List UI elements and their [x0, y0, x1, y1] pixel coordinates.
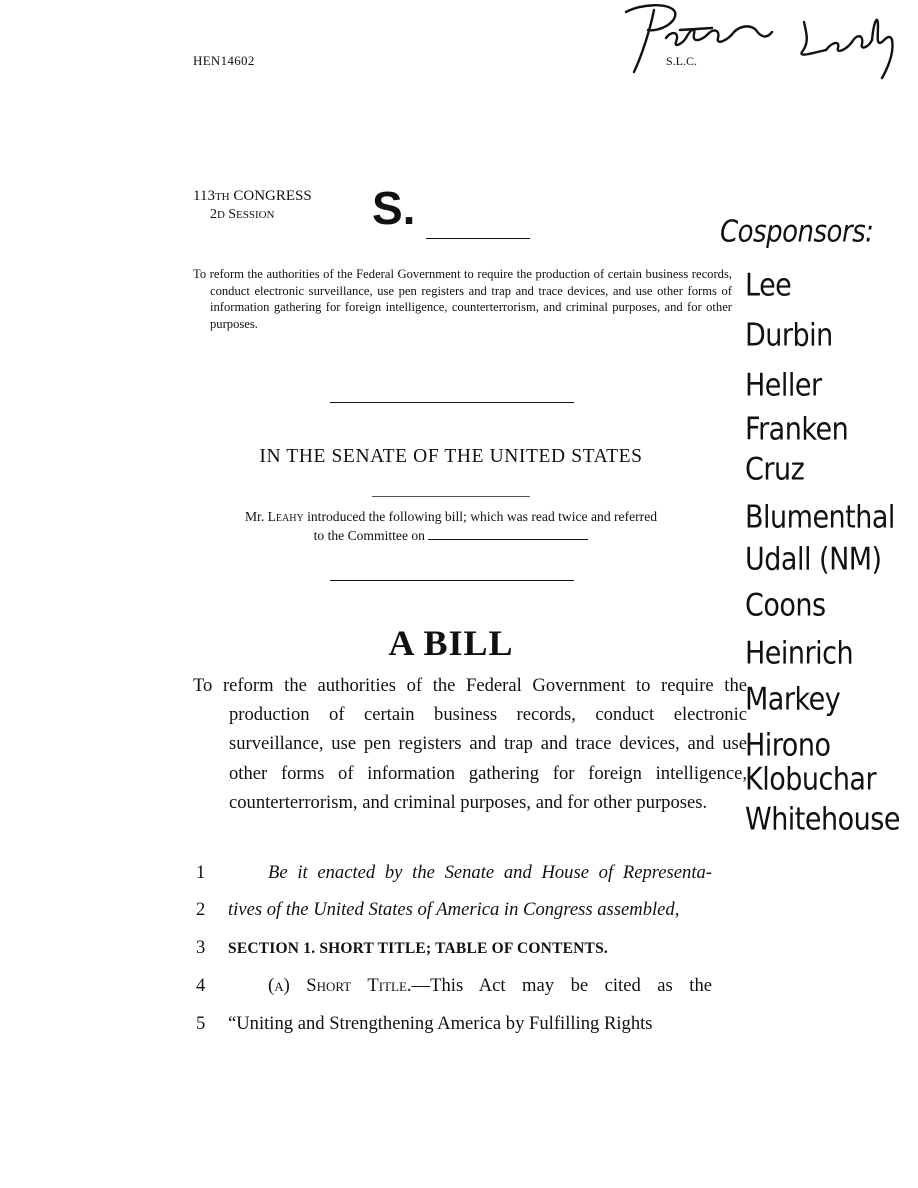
- cosponsor-name: Heller: [745, 368, 822, 404]
- line-number: 3: [196, 937, 206, 958]
- line-number: 1: [196, 862, 206, 883]
- cosponsor-name: Markey: [745, 682, 841, 718]
- short-title-line: “Uniting and Strengthening America by Fulfilling Rights: [228, 1013, 653, 1034]
- document-id: HEN14602: [193, 53, 255, 68]
- enacting-clause-line: Be it enacted by the Senate and House of Representa-: [268, 862, 712, 883]
- cosponsor-name: Durbin: [745, 318, 833, 354]
- line-number: 4: [196, 975, 206, 996]
- section-heading: SECTION 1. SHORT TITLE; TABLE OF CONTENTS.: [228, 940, 608, 957]
- line-number: 5: [196, 1013, 206, 1034]
- cosponsor-name: Coons: [745, 588, 826, 624]
- bill-number-blank: [426, 238, 530, 239]
- cosponsor-name: Franken: [745, 412, 849, 448]
- cosponsor-name: Heinrich: [745, 636, 854, 672]
- signature-image: [620, 0, 900, 90]
- congress-number: 113TH CONGRESS: [193, 188, 312, 204]
- cosponsor-name: Blumenthal: [745, 500, 895, 536]
- senate-heading: IN THE SENATE OF THE UNITED STATES: [259, 446, 643, 467]
- cosponsor-name: Udall (NM): [745, 542, 882, 578]
- committee-blank: [428, 528, 588, 540]
- short-description: To reform the authorities of the Federal Government to require the production of certain business records, conduct electronic surveillance, use pen registers and trap and trace devices, and use other forms of information gathering for foreign intelligence, counterterrorism, and criminal purposes, and for other purposes.: [193, 267, 732, 331]
- cosponsor-name: Whitehouse: [745, 802, 900, 838]
- office-code: S.L.C.: [666, 54, 698, 68]
- cosponsor-name: Lee: [745, 268, 792, 304]
- cosponsor-name: Hirono: [745, 728, 831, 764]
- cosponsors-heading: Cosponsors:: [720, 215, 874, 250]
- introduction-paragraph: Mr. Leahy introduced the following bill; which was read twice and referred to the Committee on: [244, 509, 658, 543]
- short-title-line: (a) Short Title.—This Act may be cited as the: [268, 975, 712, 996]
- bill-heading: A BILL: [388, 623, 514, 663]
- session-number: 2D SESSION: [210, 207, 275, 222]
- line-number: 2: [196, 899, 206, 920]
- long-title: To reform the authorities of the Federal Government to require the production of certain business records, conduct electronic surveillance, use pen registers and trap and trace devices, and use other forms of information gathering for foreign intelligence, counterterrorism, and criminal purposes, and for other purposes.: [193, 675, 747, 813]
- divider-thin: [372, 496, 530, 497]
- divider: [330, 580, 574, 581]
- enacting-clause-line: tives of the United States of America in Congress assembled,: [228, 899, 680, 920]
- sponsor-name: Leahy: [267, 509, 304, 524]
- bill-prefix: S.: [372, 182, 416, 234]
- cosponsor-name: Klobuchar: [745, 762, 877, 798]
- divider: [330, 402, 574, 403]
- cosponsor-name: Cruz: [745, 452, 805, 488]
